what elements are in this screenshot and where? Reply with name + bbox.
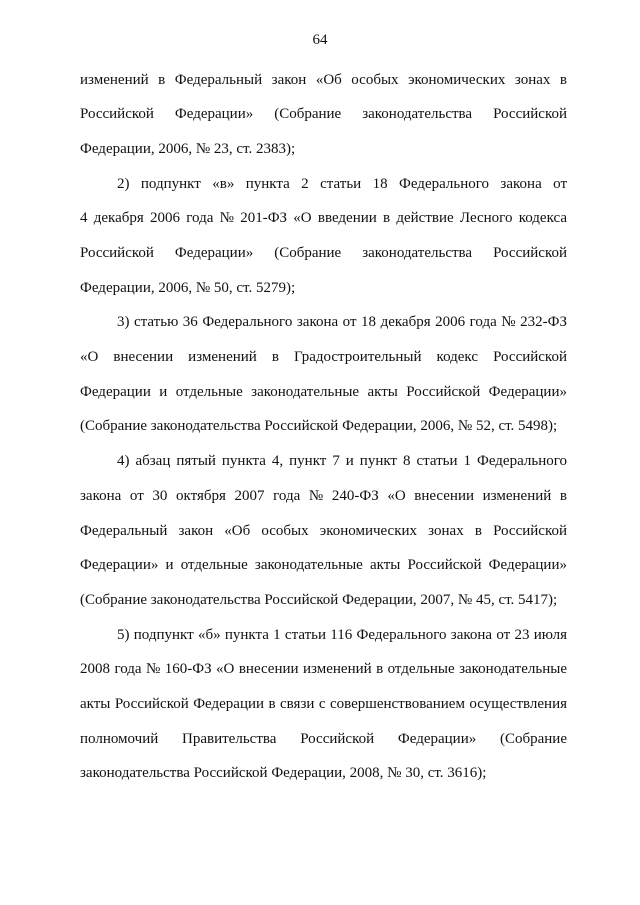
text-line-row <box>80 756 567 791</box>
text-line: законодательства Российской Федерации, 2008, № 30, ст. 3616); <box>80 765 487 782</box>
text-line-row <box>80 375 567 410</box>
text-line-row <box>80 583 567 618</box>
text-line-row <box>80 236 567 271</box>
text-line: «О внесении изменений в Градостроительный кодекс Российской <box>80 349 567 366</box>
paragraph <box>80 305 567 444</box>
text-line: Российской Федерации» (Собрание законодательства Российской <box>80 106 567 123</box>
text-line: 4) абзац пятый пункта 4, пункт 7 и пункт 8 статьи 1 Федерального <box>117 453 567 470</box>
text-line-row <box>80 687 567 722</box>
text-line: 2) подпункт «в» пункта 2 статьи 18 Федерального закона от <box>117 175 567 192</box>
text-line: изменений в Федеральный закон «Об особых экономических зонах в <box>80 71 567 88</box>
text-line: полномочий Правительства Российской Федерации» (Собрание <box>80 730 567 747</box>
text-line-row <box>80 652 567 687</box>
page-number: 64 <box>312 32 328 48</box>
text-line: (Собрание законодательства Российской Федерации, 2007, № 45, ст. 5417); <box>80 591 558 608</box>
text-line: 3) статью 36 Федерального закона от 18 декабря 2006 года № 232-ФЗ <box>117 314 567 331</box>
text-line-row <box>80 548 567 583</box>
text-line-row <box>80 305 567 340</box>
text-line-row <box>80 409 567 444</box>
paragraph <box>80 444 567 617</box>
text-line: закона от 30 октября 2007 года № 240-ФЗ «О внесении изменений в <box>80 487 567 504</box>
text-line: 2008 года № 160-ФЗ «О внесении изменений в отдельные законодательные <box>80 661 567 678</box>
document-body <box>80 63 567 791</box>
text-line-row <box>80 271 567 306</box>
text-line-row <box>80 444 567 479</box>
text-line-row <box>80 97 567 132</box>
text-line-row <box>80 479 567 514</box>
text-line: Федерации и отдельные законодательные акты Российской Федерации» <box>80 383 567 400</box>
text-line-row <box>80 63 567 98</box>
text-line: (Собрание законодательства Российской Федерации, 2006, № 52, ст. 5498); <box>80 418 558 435</box>
paragraph <box>80 167 567 306</box>
text-line-row <box>80 722 567 757</box>
text-line-row <box>80 514 567 549</box>
text-line-row <box>80 340 567 375</box>
text-line: Федеральный закон «Об особых экономических зонах в Российской <box>80 522 567 539</box>
text-line-row <box>80 132 567 167</box>
text-line: акты Российской Федерации в связи с совершенствованием осуществления <box>80 695 567 712</box>
text-line: Федерации, 2006, № 50, ст. 5279); <box>80 279 296 296</box>
paragraph <box>80 618 567 791</box>
paragraph <box>80 63 567 167</box>
text-line: 4 декабря 2006 года № 201-ФЗ «О введении в действие Лесного кодекса <box>80 210 567 227</box>
text-line-row <box>80 167 567 202</box>
text-line-row <box>80 618 567 653</box>
text-line: Федерации» и отдельные законодательные акты Российской Федерации» <box>80 557 567 574</box>
text-line: Российской Федерации» (Собрание законодательства Российской <box>80 245 567 262</box>
text-line: Федерации, 2006, № 23, ст. 2383); <box>80 140 296 157</box>
text-line: 5) подпункт «б» пункта 1 статьи 116 Федерального закона от 23 июля <box>117 626 567 643</box>
text-line-row <box>80 201 567 236</box>
